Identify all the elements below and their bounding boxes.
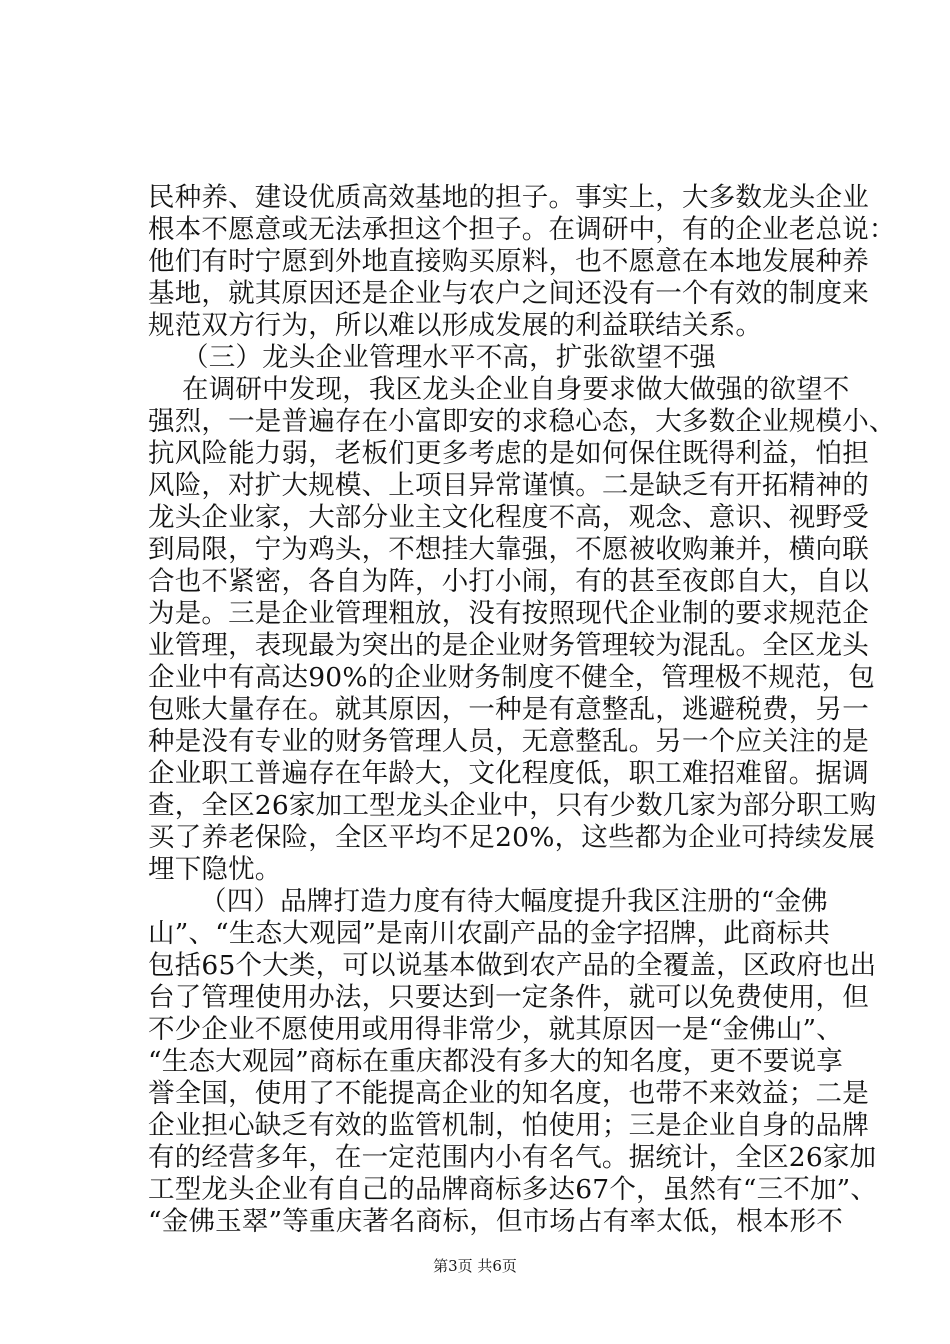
text-line: 种是没有专业的财务管理人员，无意整乱。另一个应关注的是 [148, 726, 869, 757]
section-heading: （四）品牌打造力度有待大幅度提升我区注册的“金佛 [200, 886, 828, 917]
text-line: 风险，对扩大规模、上项目异常谨慎。二是缺乏有开拓精神的 [148, 470, 869, 501]
text-line: “生态大观园”商标在重庆都没有多大的知名度，更不要说享 [148, 1046, 843, 1077]
text-line: 规范双方行为，所以难以形成发展的利益联结关系。 [148, 310, 763, 341]
text-line: 民种养、建设优质高效基地的担子。事实上，大多数龙头企业 [148, 182, 869, 213]
text-line: 到局限，宁为鸡头，不想挂大靠强，不愿被收购兼并，横向联 [148, 534, 869, 565]
text-line: 龙头企业家，大部分业主文化程度不高，观念、意识、视野受 [148, 502, 869, 533]
text-line: 包括65个大类，可以说基本做到农产品的全覆盖，区政府也出 [148, 950, 877, 981]
section-heading: （三）龙头企业管理水平不高，扩张欲望不强 [182, 342, 716, 373]
text-line: 买了养老保险，全区平均不足20%，这些都为企业可持续发展 [148, 822, 875, 853]
text-line: 他们有时宁愿到外地直接购买原料，也不愿意在本地发展种养 [148, 246, 869, 277]
text-line: 为是。三是企业管理粗放，没有按照现代企业制的要求规范企 [148, 598, 869, 629]
text-line: 企业职工普遍存在年龄大，文化程度低，职工难招难留。据调 [148, 758, 869, 789]
text-line: 根本不愿意或无法承担这个担子。在调研中，有的企业老总说： [148, 214, 896, 245]
text-line: 台了管理使用办法，只要达到一定条件，就可以免费使用，但 [148, 982, 869, 1013]
text-line: 有的经营多年，在一定范围内小有名气。据统计，全区26家加 [148, 1142, 877, 1173]
text-line: 业管理，表现最为突出的是企业财务管理较为混乱。全区龙头 [148, 630, 869, 661]
text-line: 合也不紧密，各自为阵，小打小闹，有的甚至夜郎自大，自以 [148, 566, 869, 597]
text-line: 强烈，一是普遍存在小富即安的求稳心态，大多数企业规模小、 [148, 406, 896, 437]
text-line: 查，全区26家加工型龙头企业中，只有少数几家为部分职工购 [148, 790, 877, 821]
text-line: 山”、“生态大观园”是南川农副产品的金字招牌，此商标共 [148, 918, 831, 949]
text-line: 工型龙头企业有自己的品牌商标多达67个，虽然有“三不加”、 [148, 1174, 878, 1205]
text-line: 不少企业不愿使用或用得非常少，就其原因一是“金佛山”、 [148, 1014, 843, 1045]
text-line: 基地，就其原因还是企业与农户之间还没有一个有效的制度来 [148, 278, 869, 309]
text-line: 包账大量存在。就其原因，一种是有意整乱，逃避税费，另一 [148, 694, 869, 725]
text-line: 抗风险能力弱，老板们更多考虑的是如何保住既得利益，怕担 [148, 438, 869, 469]
page-number-footer: 第3页 共6页 [433, 1257, 517, 1275]
text-line: “金佛玉翠”等重庆著名商标，但市场占有率太低，根本形不 [148, 1206, 843, 1237]
text-line: 企业担心缺乏有效的监管机制，怕使用；三是企业自身的品牌 [148, 1110, 869, 1141]
text-line: 在调研中发现，我区龙头企业自身要求做大做强的欲望不 [182, 374, 850, 405]
text-line: 誉全国，使用了不能提高企业的知名度，也带不来效益；二是 [148, 1078, 869, 1109]
text-line: 企业中有高达90%的企业财务制度不健全，管理极不规范，包 [148, 662, 875, 693]
text-line: 埋下隐忧。 [148, 854, 282, 885]
